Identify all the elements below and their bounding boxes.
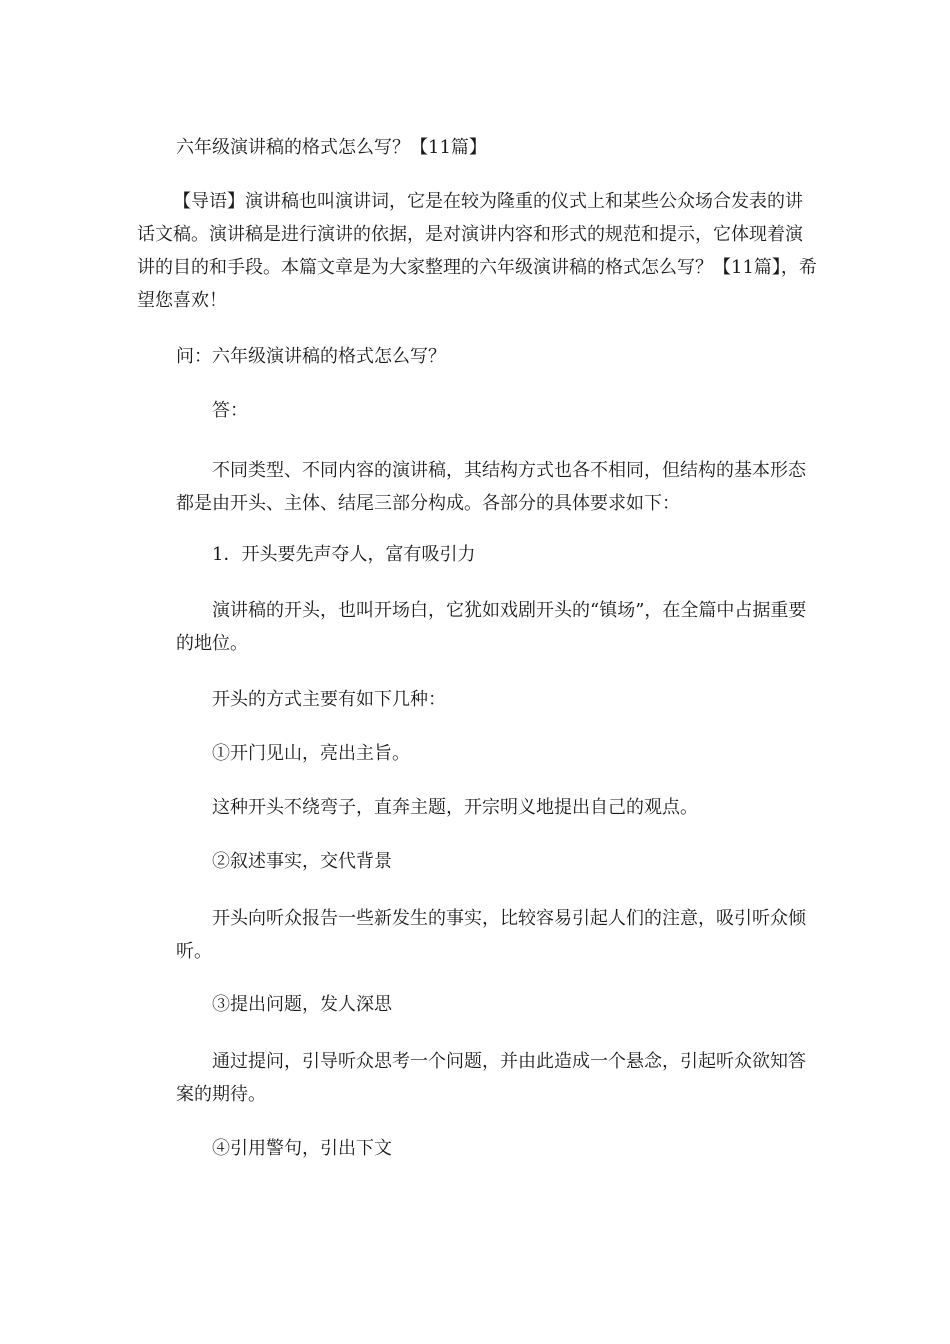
document-title: 六年级演讲稿的格式怎么写？【11篇】 xyxy=(176,137,487,158)
method3-paragraph: 通过提问，引导听众思考一个问题，并由此造成一个悬念，引起听众欲知答案的期待。 xyxy=(176,1051,806,1105)
section1-paragraph: 演讲稿的开头，也叫开场白，它犹如戏剧开头的“镇场”，在全篇中占据重要的地位。 xyxy=(176,600,807,654)
intro-paragraph: 【导语】演讲稿也叫演讲词，它是在较为隆重的仪式上和某些公众场合发表的讲话文稿。演讲稿是进行演讲的依据，是对演讲内容和形式的规范和提示，它体现着演讲的目的和手段。本篇文章是为大家整理的六年级演讲稿的格式怎么写？【11篇】，希望您喜欢！ xyxy=(137,191,817,311)
question-text: 问：六年级演讲稿的格式怎么写？ xyxy=(176,346,446,367)
section1-heading: 1．开头要先声夺人，富有吸引力 xyxy=(212,544,476,565)
methods-intro: 开头的方式主要有如下几种： xyxy=(212,689,446,710)
answer-label: 答： xyxy=(212,400,248,421)
method1-text: 这种开头不绕弯子，直奔主题，开宗明义地提出自己的观点。 xyxy=(212,797,698,818)
method2-heading: ②叙述事实，交代背景 xyxy=(212,851,392,872)
method4-heading: ④引用警句，引出下文 xyxy=(212,1138,392,1159)
method3-heading: ③提出问题，发人深思 xyxy=(212,994,392,1015)
method1-heading: ①开门见山，亮出主旨。 xyxy=(212,743,410,764)
method2-paragraph: 开头向听众报告一些新发生的事实，比较容易引起人们的注意，吸引听众倾听。 xyxy=(176,908,806,962)
structure-paragraph: 不同类型、不同内容的演讲稿，其结构方式也各不相同，但结构的基本形态都是由开头、主体、结尾三部分构成。各部分的具体要求如下： xyxy=(176,460,806,514)
